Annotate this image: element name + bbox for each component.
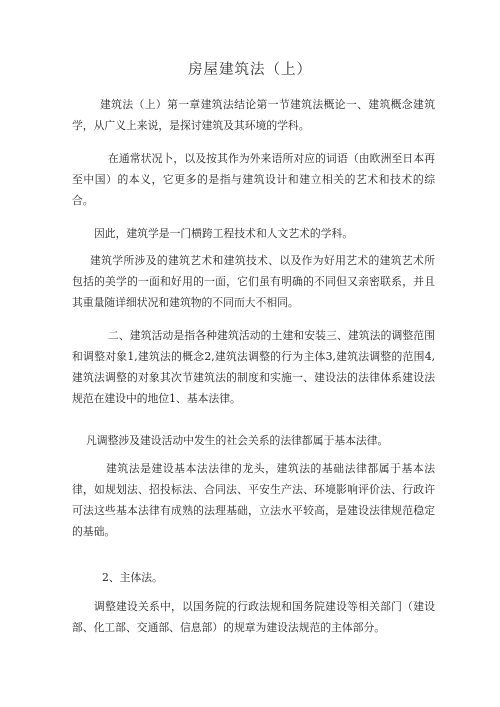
paragraph-3: 因此，建筑学是一门横跨工程技术和人文艺术的学科。 [94,227,354,240]
paragraph-7: 建筑法是建设基本法法律的龙头，建筑法的基础法律都属于基本法律，如规划法、招投标法、合同法、平安生产法、环境影响评价法、行政许可法这些基本法律有成熟的法理基础，立法水平较高，是建设法律规范稳定的基础。 [72,462,435,538]
paragraph-6: 凡调整涉及建设活动中发生的社会关系的法律都属于基本法律。 [86,434,389,447]
document-title: 房屋建筑法（上） [188,62,312,78]
paragraph-2: 在通常状况卜，以及按其作为外来语所对应的词语（由欧洲至日本再至中国）的本义，它更多的是指与建筑设计和建立相关的艺术和技术的综合。 [72,152,435,207]
paragraph-9: 调整建设关系中，以国务院的行政法规和国务院建设等相关部门（建设部、化工部、交通部、信息部）的规章为建设法规范的主体部分。 [72,600,435,634]
paragraph-8: 2、主体法。 [102,571,163,584]
paragraph-5: 二、建筑活动是指各种建筑活动的土建和安装三、建筑法的调整范围和调整对象1,建筑法的概念2,建筑法调整的行为主体3,建筑法调整的范围4,建筑法调整的对象其次节建筑法的制度和实施一、建设法的法律体系建设法规范在建设中的地位1、基本法律。 [72,329,435,405]
paragraph-1: 建筑法（上）第一章建筑法结论第一节建筑法概论一、建筑概念建筑学，从广义上来说，是探讨建筑及其环境的学科。 [72,98,435,132]
paragraph-4: 建筑学所涉及的建筑艺术和建筑技术、以及作为好用艺术的建筑艺术所包括的美学的一面和好用的一面，它们虽有明确的不同但又亲密联系，并且其重量随详细状况和建筑物的不同而大不相同。 [72,254,435,309]
